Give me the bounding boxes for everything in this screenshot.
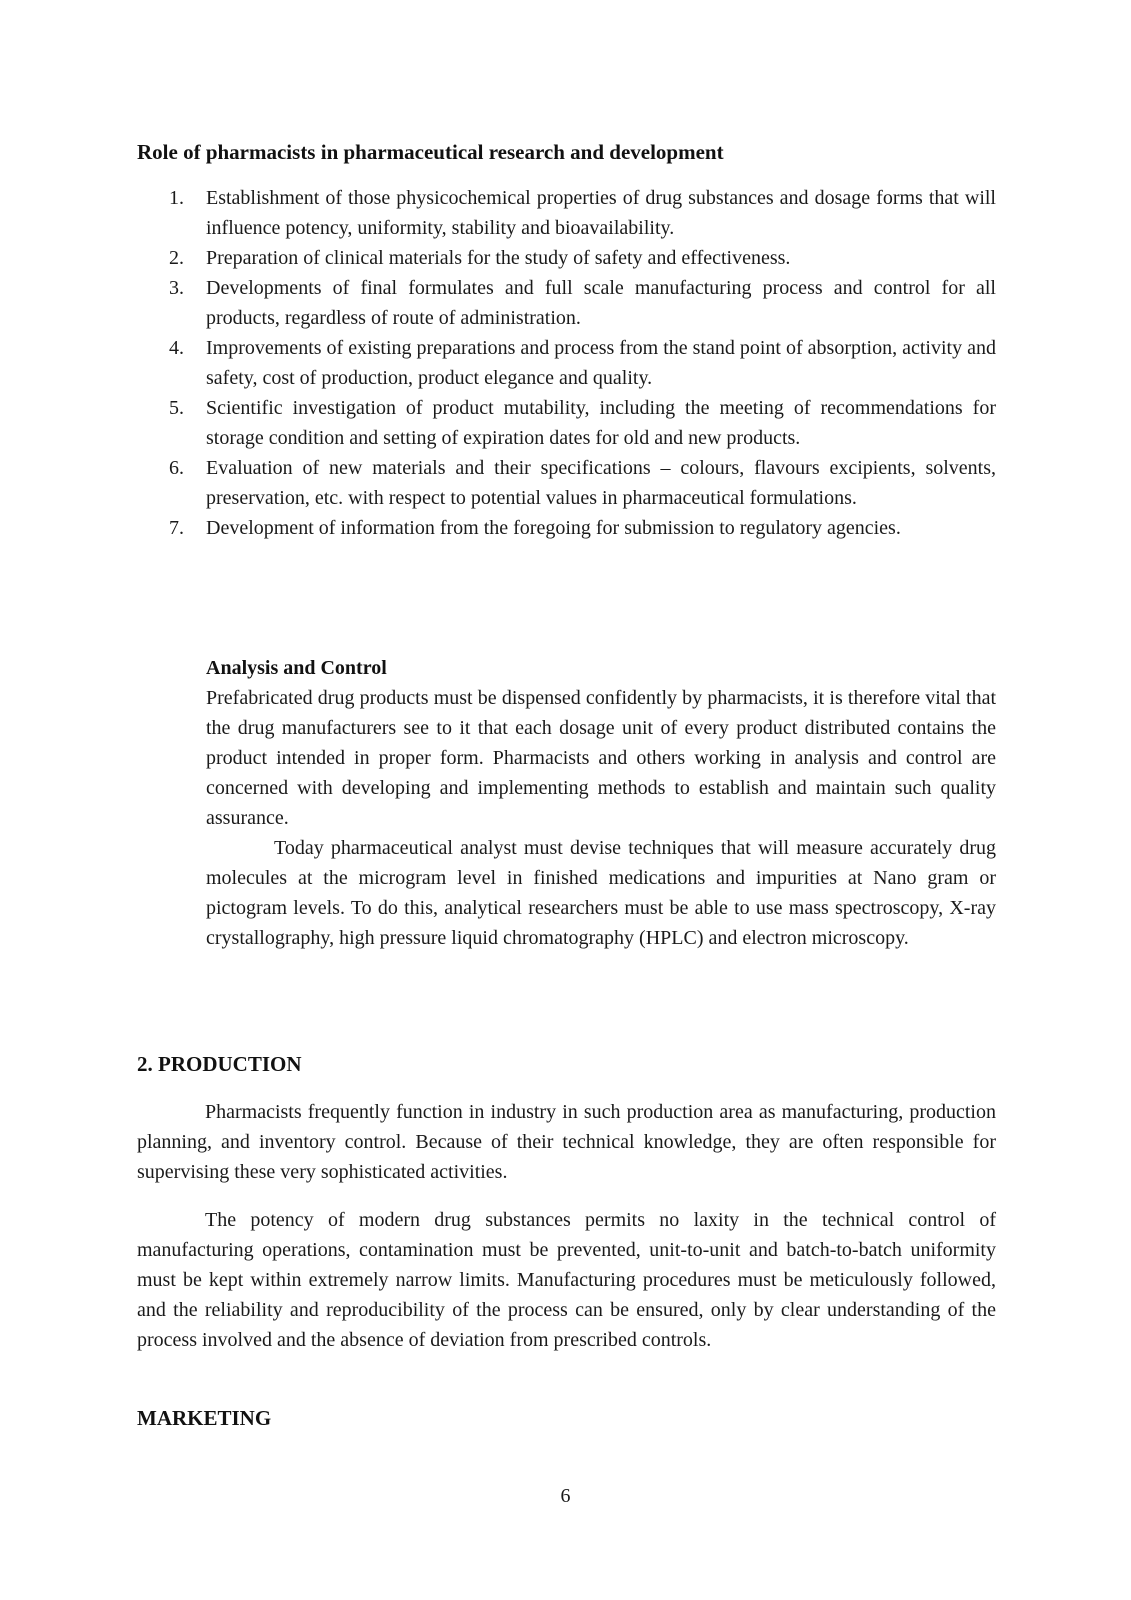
list-item-number: 3. — [169, 277, 184, 299]
list-item-number: 6. — [169, 457, 184, 479]
list-item-text: Developments of final formulates and full scale manufacturing process and control for all products, regardless of route of administration. — [206, 277, 996, 329]
production-paragraph-1: Pharmacists frequently function in industry in such production area as manufacturing, production planning, and inventory control. Because of their technical knowledge, they are often responsible for supervising these very sophisticated activities. — [137, 1101, 996, 1183]
marketing-heading: MARKETING — [137, 1406, 272, 1430]
list-item — [137, 513, 996, 543]
list-item-text: Development of information from the foregoing for submission to regulatory agencies. — [206, 517, 901, 539]
analysis-paragraph-2: Today pharmaceutical analyst must devise techniques that will measure accurately drug molecules at the microgram level in finished medications and impurities at Nano gram or pictogram levels. To do this, analytical researchers must be able to use mass spectroscopy, X-ray crystallography, high pressure liquid chromatography (HPLC) and electron microscopy. — [206, 837, 996, 949]
list-item-number: 4. — [169, 337, 184, 359]
production-paragraph-2: The potency of modern drug substances permits no laxity in the technical control of manufacturing operations, contamination must be prevented, unit-to-unit and batch-to-batch uniformity must be kept within extremely narrow limits. Manufacturing procedures must be meticulously followed, and the reliability and reproducibility of the process can be ensured, only by clear understanding of the process involved and the absence of deviation from prescribed controls. — [137, 1209, 996, 1351]
rd-heading: Role of pharmacists in pharmaceutical research and development — [137, 140, 724, 164]
rd-list — [137, 183, 996, 543]
list-item — [137, 273, 996, 333]
list-item-text: Evaluation of new materials and their specifications – colours, flavours excipients, solvents, preservation, etc. with respect to potential values in pharmaceutical formulations. — [206, 457, 996, 509]
list-item — [137, 183, 996, 243]
production-heading: 2. PRODUCTION — [137, 1052, 302, 1076]
list-item — [137, 333, 996, 393]
list-item-text: Preparation of clinical materials for the study of safety and effectiveness. — [206, 247, 791, 269]
list-item-number: 2. — [169, 247, 184, 269]
analysis-heading: Analysis and Control — [206, 657, 387, 679]
list-item-number: 5. — [169, 397, 184, 419]
list-item — [137, 453, 996, 513]
list-item-number: 7. — [169, 517, 184, 539]
list-item-number: 1. — [169, 187, 184, 209]
list-item-text: Improvements of existing preparations and process from the stand point of absorption, activity and safety, cost of production, product elegance and quality. — [206, 337, 996, 389]
page-number: 6 — [560, 1485, 571, 1507]
list-item-text: Establishment of those physicochemical properties of drug substances and dosage forms that will influence potency, uniformity, stability and bioavailability. — [206, 187, 996, 239]
list-item — [137, 243, 996, 273]
list-item — [137, 393, 996, 453]
analysis-paragraph-1: Prefabricated drug products must be dispensed confidently by pharmacists, it is therefore vital that the drug manufacturers see to it that each dosage unit of every product distributed contains the product intended in proper form. Pharmacists and others working in analysis and control are concerned with developing and implementing methods to establish and maintain such quality assurance. — [206, 687, 996, 829]
list-item-text: Scientific investigation of product mutability, including the meeting of recommendations for storage condition and setting of expiration dates for old and new products. — [206, 397, 996, 449]
